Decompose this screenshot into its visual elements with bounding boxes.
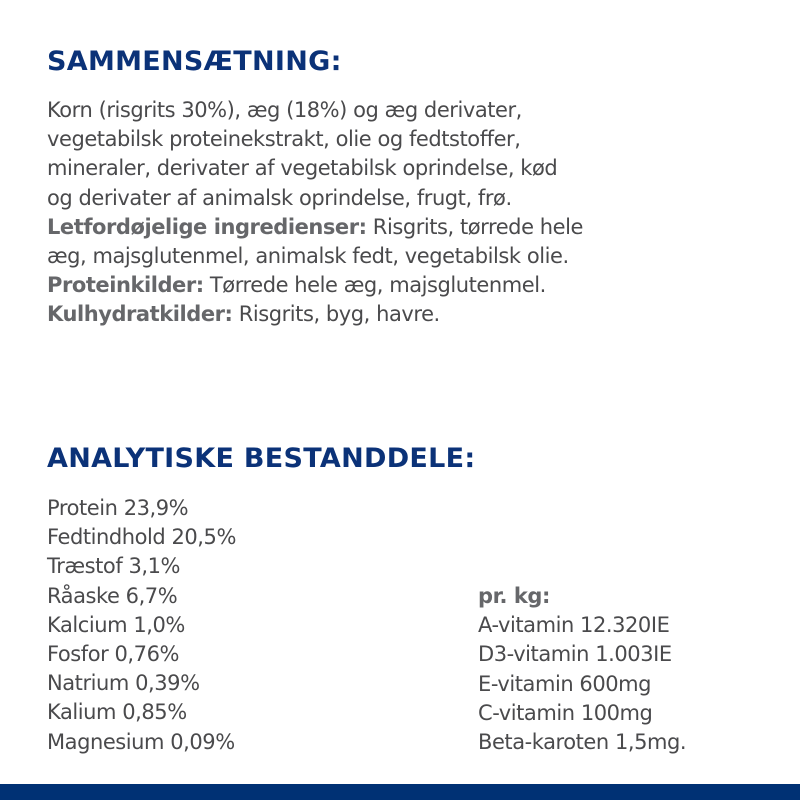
easy-digest-line: [47, 213, 787, 242]
nutrient-item: Fedtindhold 20,5%: [47, 525, 236, 550]
composition-line: vegetabilsk proteinekstrakt, olie og fedtstoffer,: [47, 127, 521, 152]
carb-sources-text: Risgrits, byg, havre.: [232, 302, 440, 327]
composition-heading: SAMMENSÆTNING:: [47, 46, 342, 77]
vitamin-item: C-vitamin 100mg: [478, 700, 653, 725]
vitamin-item: E-vitamin 600mg: [478, 671, 652, 696]
bottom-brand-bar: [0, 784, 800, 800]
composition-line: mineraler, derivater af vegetabilsk oprindelse, kød: [47, 156, 558, 181]
vitamin-item: A-vitamin 12.320IE: [478, 613, 670, 638]
composition-line: Korn (risgrits 30%), æg (18%) og æg derivater,: [47, 98, 522, 122]
protein-sources-text: Tørrede hele æg, majsglutenmel.: [203, 273, 546, 298]
protein-sources-label: Proteinkilder:: [47, 273, 204, 298]
nutrient-item: Protein 23,9%: [47, 496, 189, 520]
composition-text: [47, 96, 787, 330]
protein-sources-line: [47, 271, 787, 300]
nutrient-item: Natrium 0,39%: [47, 671, 200, 696]
nutrient-item: Kalium 0,85%: [47, 700, 187, 725]
nutrient-item: Fosfor 0,76%: [47, 642, 179, 667]
easy-digest-text: Risgrits, tørrede hele: [366, 214, 583, 239]
easy-digest-line-2: æg, majsglutenmel, animalsk fedt, vegetabilsk olie.: [47, 244, 569, 269]
easy-digest-label: Letfordøjelige ingredienser:: [47, 214, 367, 239]
nutrient-item: Magnesium 0,09%: [47, 729, 235, 754]
vitamin-list: [478, 582, 686, 757]
vitamin-item: Beta-karoten 1,5mg.: [478, 730, 687, 755]
composition-line: og derivater af animalsk oprindelse, frugt, frø.: [47, 185, 512, 210]
vitamin-item: D3-vitamin 1.003IE: [478, 642, 672, 667]
nutrient-list: [47, 494, 236, 757]
nutrient-item: Råaske 6,7%: [47, 583, 178, 608]
nutrient-item: Kalcium 1,0%: [47, 612, 185, 637]
per-kg-label: pr. kg:: [478, 584, 550, 608]
carb-sources-line: [47, 300, 787, 329]
analysis-heading: ANALYTISKE BESTANDDELE:: [47, 443, 476, 474]
carb-sources-label: Kulhydratkilder:: [47, 302, 233, 327]
nutrient-item: Træstof 3,1%: [47, 554, 181, 579]
